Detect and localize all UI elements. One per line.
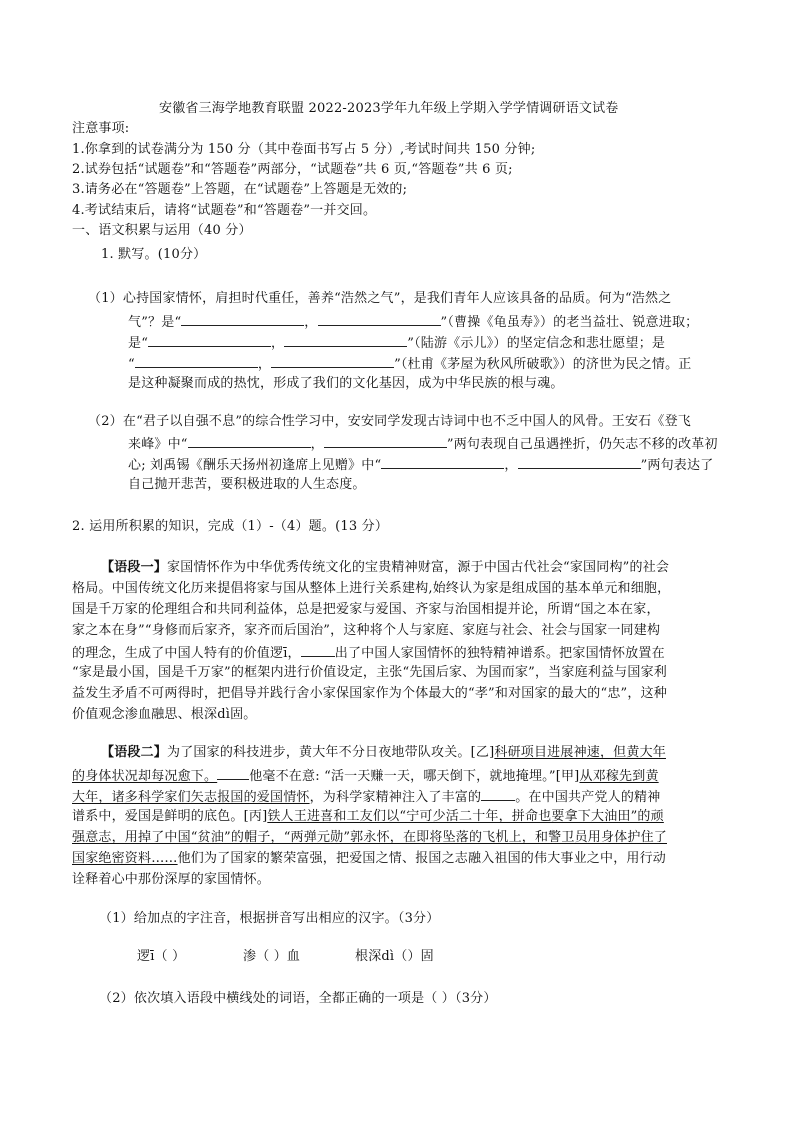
underlined-sentence: 从邓稼先到黄 [579, 769, 659, 784]
underlined-sentence: 国家绝密资料…… [72, 851, 178, 866]
passage1-line: “家是最小国，国是千万家”的框架内进行价值设定，主张“先国后家、为国而家”，当家庭利益与国家利 [72, 665, 667, 680]
answer-blank[interactable] [217, 766, 249, 780]
passage2-line: 诠释着心中那份深厚的家国情怀。 [72, 872, 271, 887]
answer-blank[interactable] [188, 434, 311, 448]
passage2-line: 国家绝密资料……他们为了国家的繁荣富强，把爱国之情、报国之志融入祖国的伟大事业之中，用行动 [72, 851, 667, 866]
notes-item: 2.试券包括“试题卷”和“答题卷”两部分，“试题卷”共 6 页,“答题卷”共 6 页; [72, 162, 513, 177]
q1-part1-line: 是“ ， ”（陆游《示儿》）的坚定信念和悲壮愿望；是 [128, 333, 665, 353]
passage1-line: 【语段一】家国情怀作为中华优秀传统文化的宝贵精神财富，源于中国古代社会“家国同构”的社会 [101, 560, 670, 575]
notes-heading: 注意事项: [72, 121, 130, 136]
answer-blank[interactable] [148, 333, 271, 347]
answer-blank[interactable] [318, 312, 441, 326]
answer-blank[interactable] [301, 643, 335, 657]
q1-part2-line: 自己抛开悲苦，要积极进取的人生态度。 [128, 477, 366, 492]
passage2-line: 【语段二】为了国家的科技进步，黄大年不分日夜地带队攻关。[乙]科研项目进展神速，但黄大年 [101, 745, 666, 760]
q1-part2-line: 来峰》中“ ， ”两句表现自己虽遇挫折，仍矢志不移的改革初 [128, 434, 718, 454]
underlined-sentence: 铁人王进喜和工友们以“宁可少活二十年，拼命也要拿下大油田”的顽 [267, 809, 664, 824]
exam-title: 安徽省三海学地教育联盟 2022-2023学年九年级上学期入学学情调研语文试卷 [159, 101, 619, 116]
passage2-line: 谱系中，爱国是鲜明的底色。[丙]铁人王进喜和工友们以“宁可少活二十年，拼命也要拿下大油田”的顽 [72, 809, 664, 824]
subquestion-title: （2）依次填入语段中横线处的词语，全都正确的一项是（ ）（3分） [99, 991, 497, 1006]
answer-blank[interactable] [181, 312, 304, 326]
passage1-line: 价值观念渗血融思、根深dì固。 [72, 707, 257, 722]
passage-label: 【语段二】 [101, 745, 168, 760]
passage1-line: 家之本在身”“身修而后家齐，家齐而后国治”，这种将个人与家庭、家庭与社会、社会与国家一同建构 [72, 623, 661, 638]
subquestion-title: （1）给加点的字注音，根据拼音写出相应的汉字。（3分） [99, 911, 440, 926]
q1-part1-line: （1）心持国家情怀，肩担时代重任，善养“浩然之气”，是我们青年人应该具备的品质。何为“浩然之 [88, 291, 672, 306]
passage1-line: 格局。中国传统文化历来提倡将家与国从整体上进行关系建构,始终认为家是组成国的基本单元和细胞， [72, 581, 671, 596]
passage-label: 【语段一】 [101, 560, 168, 575]
underlined-sentence: 大年，诸多科学家们矢志报国的爱国情怀 [72, 790, 310, 805]
underlined-sentence: 的身体状况却每况愈下。 [72, 769, 218, 784]
pinyin-item: 根深dì（）固 [355, 949, 434, 964]
answer-blank[interactable] [324, 434, 447, 448]
underlined-sentence: 科研项目进展神速，但黄大年 [494, 745, 666, 760]
passage2-line: 大年，诸多科学家们矢志报国的爱国情怀，为科学家精神注入了丰富的 。在中国共产党人的精神 [72, 787, 660, 807]
pinyin-item: 逻ī（ ） [137, 949, 186, 964]
answer-blank[interactable] [135, 354, 258, 368]
question-title: 1. 默写。(10分） [101, 247, 207, 262]
passage1-line: 益发生矛盾不可两得时，把倡导并践行舍小家保国家作为个体最大的“孝”和对国家的最大的“忠”，这种 [72, 686, 667, 701]
passage2-line: 强意志，用掉了中国“贫油”的帽子，“两弹元勋”郭永怀，在即将坠落的飞机上，和警卫员用身体护住了 [72, 830, 667, 845]
question-title: 2. 运用所积累的知识，完成（1）-（4）题。(13 分） [72, 519, 389, 534]
passage1-line: 国是千万家的伦理组合和共同利益体，总是把爱家与爱国、齐家与治国相提并论，所谓“国之本在家， [72, 602, 660, 617]
notes-item: 1.你拿到的试卷满分为 150 分（其中卷面书写占 5 分）,考试时间共 150 分钟; [72, 142, 536, 157]
q1-part1-line: “ ， ”（杜甫《茅屋为秋风所破歌》）的济世为民之情。正 [128, 354, 692, 374]
answer-blank[interactable] [271, 354, 394, 368]
q1-part1-line: 是这种凝聚而成的热忱，形成了我们的文化基因，成为中华民族的根与魂。 [128, 376, 564, 391]
pinyin-item: 渗（ ）血 [243, 949, 301, 964]
answer-blank[interactable] [481, 787, 515, 801]
passage2-line: 的身体状况却每况愈下。 他毫不在意: “活一天赚一天，哪天倒下，就地掩埋。”[甲]从邓稼先到黄 [72, 766, 659, 786]
q1-part2-line: 心; 刘禹锡《酬乐天扬州初逢席上见赠》中“ ， ”两句表达了 [128, 455, 713, 475]
notes-item: 4.考试结束后，请将“试题卷”和“答题卷”一并交回。 [72, 203, 377, 218]
q1-part2-line: （2）在“君子以自强不息”的综合性学习中，安安同学发现古诗词中也不乏中国人的风骨。王安石《登飞 [88, 414, 691, 429]
notes-item: 3.请务必在“答题卷”上答题，在“试题卷”上答题是无效的; [72, 182, 408, 197]
passage1-line: 的理念，生成了中国人特有的价值逻ī， 出了中国人家国情怀的独特精神谱系。把家国情怀放置在 [72, 643, 665, 663]
q1-part1-line: 气”？是“ ， ”（曹操《龟虽寿》）的老当益壮、锐意进取； [128, 312, 698, 332]
answer-blank[interactable] [381, 455, 504, 469]
section-heading: 一、语文积累与运用（40 分） [72, 223, 252, 238]
answer-blank[interactable] [518, 455, 641, 469]
answer-blank[interactable] [284, 333, 407, 347]
